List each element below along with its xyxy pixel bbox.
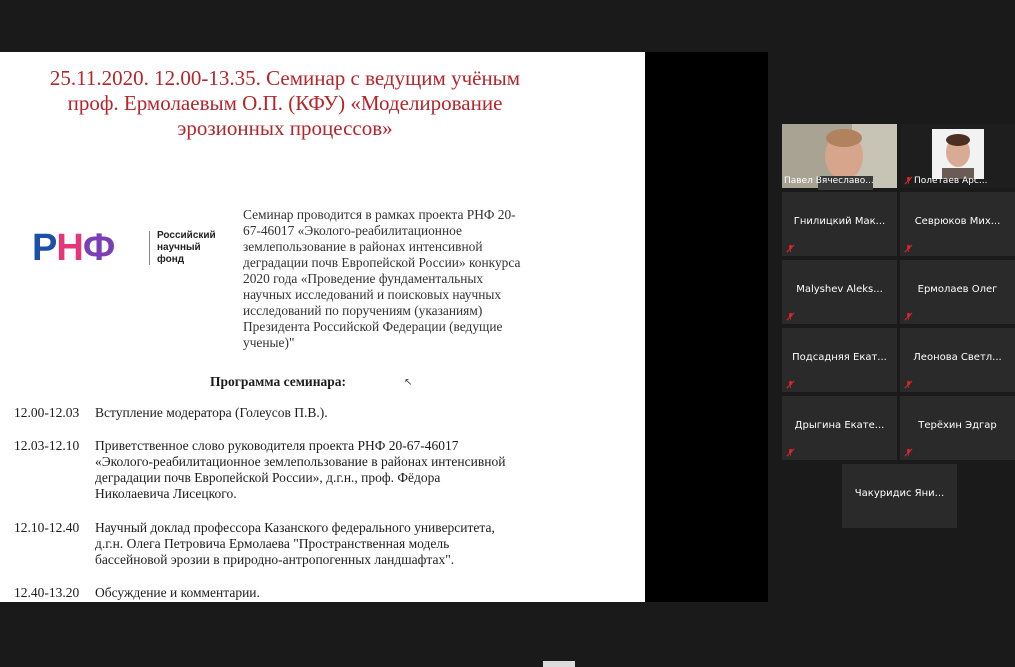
logo-text-line: фонд: [157, 254, 185, 265]
presentation-slide: [0, 52, 645, 602]
mic-muted-icon: [786, 380, 795, 389]
participant-name: Подсадняя Екат...: [792, 352, 887, 363]
logo-letter: Ф: [82, 227, 115, 269]
shared-screen: [0, 52, 768, 602]
intro-line: Президента Российской Федерации (ведущие: [243, 319, 503, 334]
slide-title: [0, 66, 570, 141]
participant-name: Леонова Светл...: [913, 352, 1002, 363]
participant-label: [784, 176, 895, 186]
participant-name: Ермолаев Олег: [917, 284, 998, 295]
mic-muted-icon: [904, 380, 913, 389]
meeting-toolbar: [0, 620, 1000, 667]
program-time: 12.40-13.20: [14, 585, 80, 600]
program-text: [95, 438, 565, 502]
intro-line: 2020 года «Проведение фундаментальных: [243, 271, 484, 286]
program-title: Программа семинара:: [210, 374, 346, 389]
mic-muted-icon: [904, 176, 913, 185]
participant-tile[interactable]: [900, 260, 1015, 324]
intro-line: 67-46017 «Эколого-реабилитационное: [243, 223, 462, 238]
mic-muted-icon: [904, 448, 913, 457]
program-line: бассейновой эрозии в природно-антропогенных ландшафтах".: [95, 552, 455, 567]
participant-tile[interactable]: [842, 464, 957, 528]
participant-tile[interactable]: [900, 192, 1015, 256]
logo-letter: Н: [56, 227, 83, 269]
participant-tile[interactable]: [900, 396, 1015, 460]
participant-tile[interactable]: [782, 260, 897, 324]
program-time: 12.00-12.03: [14, 405, 80, 420]
participant-tile[interactable]: [782, 124, 897, 188]
slide-title-line: эрозионных процессов»: [177, 116, 393, 140]
participant-name: Терёхин Эдгар: [918, 420, 997, 431]
slide-title-line: 25.11.2020. 12.00-13.35. Семинар с ведущим учёным: [49, 66, 521, 90]
program-text: [95, 520, 565, 568]
program-line: Обсуждение и комментарии.: [95, 585, 260, 600]
participant-tile[interactable]: [900, 124, 1015, 188]
participant-name: Malyshev Aleks...: [796, 284, 883, 295]
logo-separator: [149, 231, 150, 265]
mic-muted-icon: [786, 448, 795, 457]
rnf-logo-mark: [32, 228, 114, 268]
participant-tile[interactable]: [782, 328, 897, 392]
seminar-intro: [243, 207, 573, 351]
intro-line: исследований по поручениям (указаниям): [243, 303, 483, 318]
rnf-logo: [32, 228, 222, 268]
mouse-cursor-icon: ↖: [404, 377, 413, 388]
program-time: 12.10-12.40: [14, 520, 80, 535]
program-line: Приветственное слово руководителя проекта РНФ 20-67-46017: [95, 438, 459, 453]
slide-title-line: проф. Ермолаевым О.П. (КФУ) «Моделирование: [67, 91, 503, 115]
participant-tile[interactable]: [782, 396, 897, 460]
program-line: «Эколого-реабилитационное землепользование в районах интенсивной: [95, 454, 506, 469]
program-line: деградации почв Европейской России», д.г.н., проф. Фёдора: [95, 470, 441, 485]
program-line: Научный доклад профессора Казанского федерального университета,: [95, 520, 495, 535]
participant-tile[interactable]: [900, 328, 1015, 392]
intro-line: Семинар проводится в рамках проекта РНФ 20-: [243, 207, 516, 222]
mic-muted-icon: [786, 312, 795, 321]
logo-letter: Р: [32, 227, 57, 269]
participant-name: Чакуридис Яни...: [854, 488, 945, 499]
participant-name: Полетаев Арс...: [914, 176, 988, 186]
participant-name: Гнилицкий Мак...: [793, 216, 886, 227]
intro-line: деградации почв Европейской России» конкурса: [243, 255, 521, 270]
intro-line: научных исследований и поисковых научных: [243, 287, 502, 302]
program-time: 12.03-12.10: [14, 438, 80, 453]
participant-label: [914, 176, 1013, 186]
program-line: Николаевича Лисецкого.: [95, 486, 237, 501]
mic-muted-icon: [904, 244, 913, 253]
mic-muted-icon: [786, 244, 795, 253]
program-text: [95, 405, 565, 421]
toolbar-handle[interactable]: [543, 661, 575, 667]
participant-name: Севрюков Мих...: [914, 216, 1001, 227]
program-line: Вступление модератора (Голеусов П.В.).: [95, 405, 328, 420]
intro-line: ученые)": [243, 335, 295, 350]
rnf-logo-text: [157, 230, 216, 266]
participant-name: Павел Вячеславо...: [784, 176, 874, 186]
participant-tile[interactable]: [782, 192, 897, 256]
program-text: [95, 585, 565, 601]
program-line: д.г.н. Олега Петровича Ермолаева "Пространственная модель: [95, 536, 450, 551]
mic-muted-icon: [904, 312, 913, 321]
intro-line: землепользование в районах интенсивной: [243, 239, 483, 254]
logo-text-line: научный: [157, 242, 201, 253]
logo-text-line: Российский: [157, 230, 216, 241]
participant-name: Дрыгина Екате...: [794, 420, 885, 431]
